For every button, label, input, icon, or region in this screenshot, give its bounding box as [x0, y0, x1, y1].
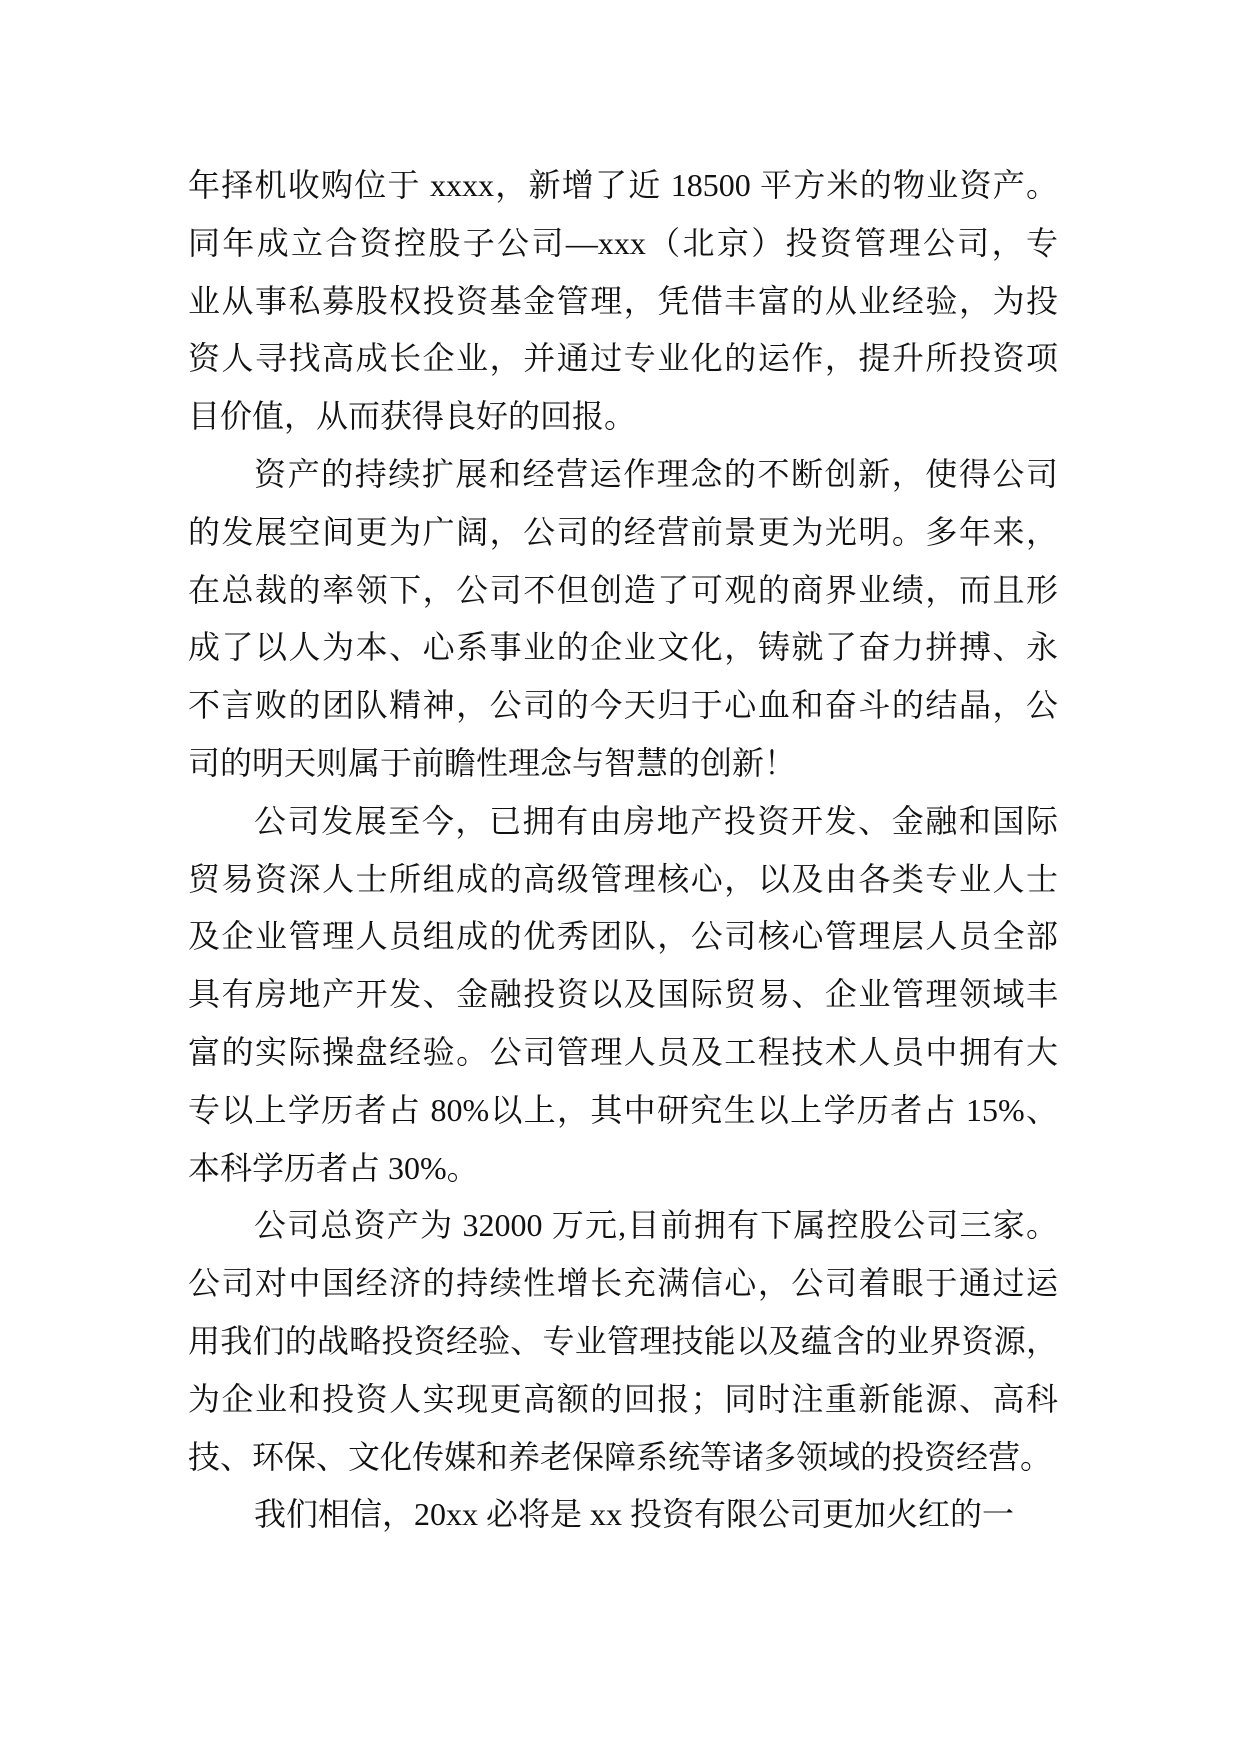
text-line: 我们相信，20xx 必将是 xx 投资有限公司更加火红的一 — [254, 1496, 1015, 1533]
text-line: 专以上学历者占 80%以上，其中研究生以上学历者占 15%、 — [188, 1091, 1058, 1128]
text-line: 年择机收购位于 xxxx，新增了近 18500 平方米的物业资产。 — [188, 167, 1058, 203]
text-line: 目价值，从而获得良好的回报。 — [188, 398, 637, 435]
text-line: 业从事私募股权投资基金管理，凭借丰富的从业经验，为投 — [188, 282, 1058, 319]
text-line: 司的明天则属于前瞻性理念与智慧的创新！ — [188, 744, 797, 781]
text-line: 富的实际操盘经验。公司管理人员及工程技术人员中拥有大 — [188, 1033, 1058, 1070]
text-line: 资产的持续扩展和经营运作理念的不断创新，使得公司 — [254, 455, 1058, 492]
text-line: 成了以人为本、心系事业的企业文化，铸就了奋力拼搏、永 — [188, 629, 1058, 666]
text-line: 同年成立合资控股子公司—xxx（北京）投资管理公司，专 — [188, 224, 1058, 261]
text-line: 为企业和投资人实现更高额的回报；同时注重新能源、高科 — [188, 1380, 1058, 1417]
text-line: 本科学历者占 30%。 — [188, 1149, 479, 1186]
text-line: 不言败的团队精神，公司的今天归于心血和奋斗的结晶，公 — [188, 687, 1058, 724]
text-line: 资人寻找高成长企业，并通过专业化的运作，提升所投资项 — [188, 340, 1058, 377]
document-body — [188, 157, 1058, 1544]
text-line: 在总裁的率领下，公司不但创造了可观的商界业绩，而且形 — [188, 571, 1058, 608]
text-line: 及企业管理人员组成的优秀团队，公司核心管理层人员全部 — [188, 918, 1058, 955]
text-line: 技、环保、文化传媒和养老保障系统等诸多领域的投资经营。 — [188, 1438, 1053, 1475]
text-line: 公司发展至今，已拥有由房地产投资开发、金融和国际 — [254, 802, 1058, 839]
text-line: 的发展空间更为广阔，公司的经营前景更为光明。多年来， — [188, 513, 1058, 550]
text-line: 用我们的战略投资经验、专业管理技能以及蕴含的业界资源， — [188, 1322, 1058, 1359]
text-line: 公司对中国经济的持续性增长充满信心，公司着眼于通过运 — [188, 1265, 1058, 1302]
text-line: 贸易资深人士所组成的高级管理核心，以及由各类专业人士 — [188, 860, 1058, 897]
text-line: 具有房地产开发、金融投资以及国际贸易、企业管理领域丰 — [188, 976, 1058, 1013]
text-line: 公司总资产为 32000 万元,目前拥有下属控股公司三家。 — [254, 1207, 1058, 1244]
